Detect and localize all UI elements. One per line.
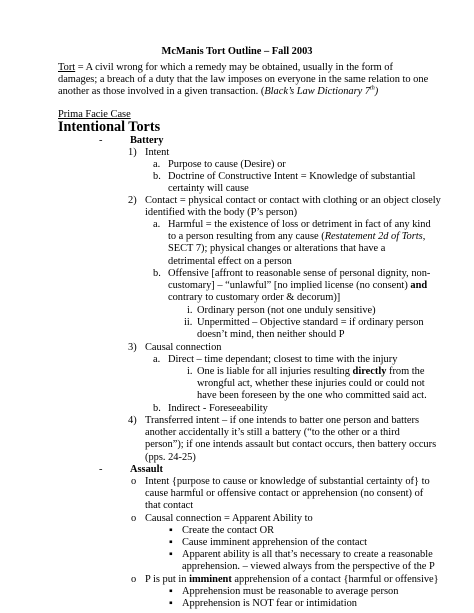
battery-intent-label: Intent (145, 147, 170, 158)
battery-heading: Battery (130, 135, 164, 146)
assault-heading: Assault (130, 464, 163, 475)
intent-a-marker: a. (153, 159, 161, 170)
assault-imminent-bullet-1: Apprehension must be reasonable to average person (182, 586, 399, 597)
contact-a-marker: a. (153, 219, 161, 230)
direct-i-text: One is liable for all injuries resulting directly from the wrongful act, whether these injuries could or could not have been foreseen by the one who committed said act. (197, 366, 427, 402)
causal-label: Causal connection (145, 342, 222, 353)
tort-definition (58, 62, 456, 99)
contact-text: Contact = physical contact or contact with clothing or an object closely identified with the body (P’s person) (145, 195, 441, 219)
assault-imminent-bullet-2: Apprehension is NOT fear or intimidation (182, 598, 357, 609)
assault-intent-text: Intent {purpose to cause or knowledge of substantial certainty of} to cause harmful or offensive contact or apprehension (no consent) of that contact (145, 476, 430, 512)
offensive-ii-marker: ii. (184, 317, 193, 328)
intentional-torts-heading: Intentional Torts (58, 119, 161, 135)
offensive-i-text: Ordinary person (not one unduly sensitive) (197, 305, 376, 316)
transferred-intent-text: Transferred intent – if one intends to batter one person and batters another accidentally it’s still a battery (“to the other or a third person”); if one intends assault but contact occurs, then battery occurs (pps. 24-25) (145, 415, 437, 463)
contact-b-offensive: Offensive [affront to reasonable sense of personal dignity, non- customary] – “unlawful” [no implied license (no consent) and contrary to customary order & decorum)] (168, 268, 431, 304)
causal-b-indirect: Indirect - Foreseeability (168, 403, 268, 414)
transferred-number: 4) (128, 415, 137, 426)
tort-def-line-1: = A civil wrong for which a remedy may be obtained, usually in the form of (75, 62, 393, 73)
assault-imminent-text: P is put in imminent apprehension of a contact {harmful or offensive} (145, 574, 439, 585)
assault-intent-bullet: o (131, 476, 137, 487)
square-bullet-icon: ▪ (169, 586, 173, 597)
causal-b-marker: b. (153, 403, 161, 414)
tort-def-line-3: another as those involved in a given transaction. (Black’s Law Dictionary 7th) (58, 85, 379, 98)
intent-a-text: Purpose to cause (Desire) or (168, 159, 286, 170)
contact-b-marker: b. (153, 268, 161, 279)
assault-dash: - (99, 464, 103, 475)
assault-causal-bullet-1: Create the contact OR (182, 525, 275, 536)
assault-causal-bullet-3: Apparent ability is all that’s necessary to create a reasonable apprehension. – viewed always from the perspective of the P (182, 549, 435, 573)
contact-number: 2) (128, 195, 137, 206)
assault-causal-text: Causal connection = Apparent Ability to (145, 513, 313, 524)
square-bullet-icon: ▪ (169, 537, 173, 548)
assault-causal-bullet: o (131, 513, 137, 524)
battery-dash: - (99, 135, 103, 146)
intent-b-marker: b. (153, 171, 161, 182)
battery-intent-number: 1) (128, 147, 137, 158)
offensive-i-marker: i. (187, 305, 193, 316)
direct-i-marker: i. (187, 366, 193, 377)
offensive-ii-text: Unpermitted – Objective standard = if ordinary person doesn’t mind, then neither should P (197, 317, 424, 341)
contact-a-harmful: Harmful = the existence of loss or detriment in fact of any kind to a person resulting from any cause (Restatement 2d of Torts, SECT 7); physical changes or alterations that have a detrimental effect on a person (168, 219, 431, 267)
causal-a-direct: Direct – time dependant; closest to time with the injury (168, 354, 398, 365)
tort-def-line-2: damages; a breach of a duty that the law imposes on everyone in the same relation to one (58, 74, 429, 86)
causal-number: 3) (128, 342, 137, 353)
square-bullet-icon: ▪ (169, 525, 173, 536)
square-bullet-icon: ▪ (169, 598, 173, 609)
causal-a-marker: a. (153, 354, 161, 365)
intent-b-text: Doctrine of Constructive Intent = Knowledge of substantial certainty will cause (168, 171, 416, 195)
tort-term: Tort (58, 62, 76, 73)
page-title: McManis Tort Outline – Fall 2003 (161, 46, 313, 57)
prima-facie-heading: Prima Facie Case (58, 109, 131, 120)
assault-causal-bullet-2: Cause imminent apprehension of the contact (182, 537, 367, 548)
square-bullet-icon: ▪ (169, 549, 173, 560)
assault-imminent-bullet: o (131, 574, 137, 585)
